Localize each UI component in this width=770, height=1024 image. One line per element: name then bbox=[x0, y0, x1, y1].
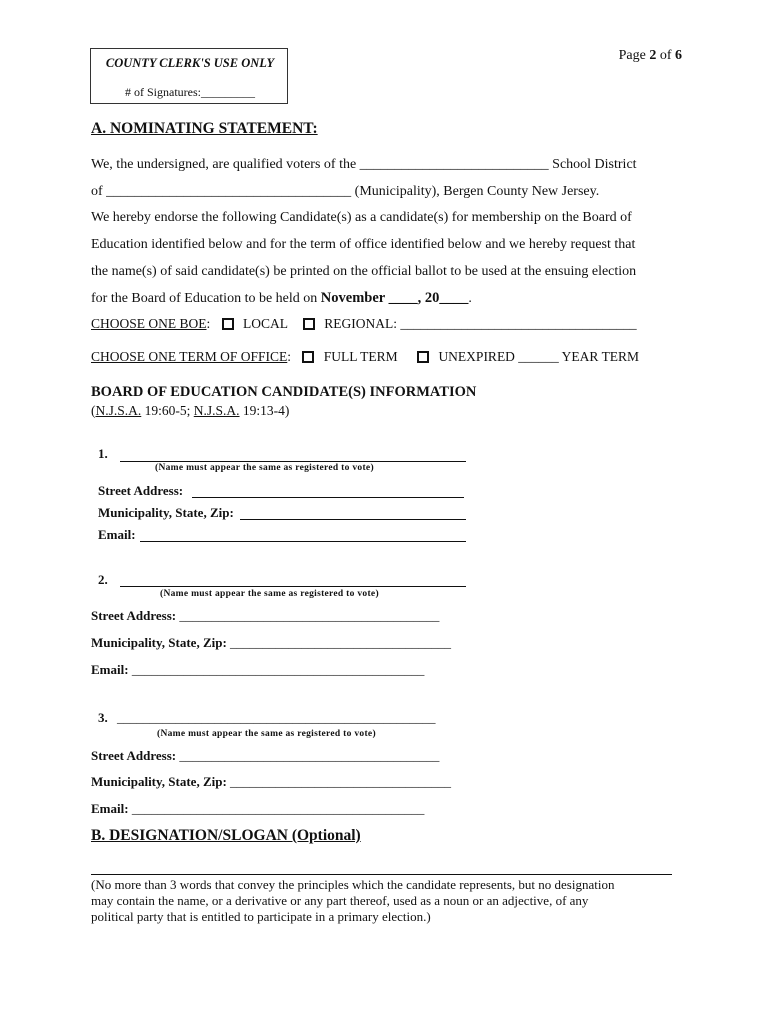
candidate-2-muni-field[interactable]: __________________________________ bbox=[230, 635, 452, 650]
cite-2: N.J.S.A. bbox=[193, 403, 240, 418]
slogan-line[interactable] bbox=[91, 874, 672, 875]
candidate-2-street-row bbox=[91, 608, 439, 624]
candidate-2-muni-label: Municipality, State, Zip: bbox=[91, 635, 227, 650]
candidate-2-street-field[interactable]: ________________________________________ bbox=[179, 608, 440, 623]
section-a-heading: A. NOMINATING STATEMENT: bbox=[91, 120, 318, 137]
slogan-note-line-3: political party that is entitled to participate in a primary election.) bbox=[91, 909, 431, 924]
candidate-3-muni-row bbox=[91, 774, 451, 790]
candidate-3-email-field[interactable]: _____________________________________________ bbox=[131, 801, 425, 816]
local-label: LOCAL bbox=[243, 316, 288, 331]
regional-field[interactable]: REGIONAL: ___________________________________ bbox=[324, 316, 637, 331]
clerk-title: COUNTY CLERK'S USE ONLY bbox=[105, 56, 275, 70]
page-total: 6 bbox=[675, 48, 682, 63]
boe-colon: : bbox=[206, 316, 211, 331]
statement-line-4: Education identified below and for the term of office identified below and we hereby request that bbox=[91, 237, 636, 252]
candidate-3-number: 3. bbox=[98, 710, 108, 725]
election-date-prefix: for the Board of Education to be held on bbox=[91, 291, 318, 306]
candidate-2-email-label: Email: bbox=[91, 662, 129, 677]
candidate-2-muni-row bbox=[91, 635, 451, 651]
cite-2-rest: 19:13-4) bbox=[239, 403, 290, 418]
boe-label: CHOOSE ONE BOE bbox=[91, 316, 207, 331]
candidate-1-muni-line[interactable] bbox=[240, 519, 466, 520]
cite-1: N.J.S.A. bbox=[95, 403, 142, 418]
regional-checkbox[interactable] bbox=[303, 318, 315, 330]
candidate-2-street-label: Street Address: bbox=[91, 608, 177, 623]
unexpired-term-field[interactable]: UNEXPIRED ______ YEAR TERM bbox=[438, 349, 640, 364]
boe-choice-row bbox=[91, 316, 637, 332]
candidate-3-name-field[interactable]: _________________________________________________ bbox=[117, 710, 436, 725]
signatures-field[interactable]: # of Signatures:_________ bbox=[125, 85, 255, 99]
page-prefix: Page bbox=[618, 48, 646, 63]
candidate-3-email-row bbox=[91, 801, 424, 817]
candidate-3-street-row bbox=[91, 748, 439, 764]
candidate-1-street-line[interactable] bbox=[192, 497, 464, 498]
term-label: CHOOSE ONE TERM OF OFFICE bbox=[91, 349, 288, 364]
slogan-note-line-1: (No more than 3 words that convey the principles which the candidate represents, but no designation bbox=[91, 877, 615, 892]
term-choice-row bbox=[91, 349, 639, 365]
candidate-1-email-label: Email: bbox=[98, 527, 136, 542]
slogan-note-line-2: may contain the name, or a derivative or any part thereof, used as a noun or an adjective, of any bbox=[91, 893, 589, 908]
candidate-2-name-line[interactable] bbox=[120, 586, 466, 587]
statement-line-1[interactable]: We, the undersigned, are qualified voters of the ___________________________ School District bbox=[91, 157, 637, 172]
statement-line-5: the name(s) of said candidate(s) be printed on the official ballot to be used at the ensuing election bbox=[91, 264, 637, 279]
candidate-3-email-label: Email: bbox=[91, 801, 129, 816]
candidate-2-name-note: (Name must appear the same as registered to vote) bbox=[160, 589, 379, 599]
candidate-3-muni-label: Municipality, State, Zip: bbox=[91, 774, 227, 789]
cite-1-rest: 19:60-5; bbox=[141, 403, 194, 418]
statement-line-2[interactable]: of ___________________________________ (Municipality), Bergen County New Jersey. bbox=[91, 184, 600, 199]
candidate-3-street-label: Street Address: bbox=[91, 748, 177, 763]
statement-line-3: We hereby endorse the following Candidate(s) as a candidate(s) for membership on the Board of bbox=[91, 210, 632, 225]
candidate-3-muni-field[interactable]: __________________________________ bbox=[230, 774, 452, 789]
candidate-3-street-field[interactable]: ________________________________________ bbox=[179, 748, 440, 763]
election-date-suffix: . bbox=[468, 291, 472, 306]
page-current: 2 bbox=[649, 48, 657, 63]
statute-citation bbox=[91, 403, 289, 419]
county-clerk-box bbox=[90, 48, 288, 104]
candidate-1-muni-label: Municipality, State, Zip: bbox=[98, 505, 234, 520]
local-checkbox[interactable] bbox=[222, 318, 234, 330]
candidate-1-name-note: (Name must appear the same as registered to vote) bbox=[155, 463, 374, 473]
slogan-note bbox=[91, 877, 691, 925]
candidate-2-email-row bbox=[91, 662, 424, 678]
candidates-heading: BOARD OF EDUCATION CANDIDATE(S) INFORMATION bbox=[91, 384, 477, 400]
candidate-1-email-line[interactable] bbox=[140, 541, 466, 542]
full-term-label: FULL TERM bbox=[323, 349, 398, 364]
candidate-2-email-field[interactable]: _____________________________________________ bbox=[131, 662, 425, 677]
candidate-3-row bbox=[98, 710, 436, 726]
unexpired-term-checkbox[interactable] bbox=[417, 351, 429, 363]
candidate-1-number: 1. bbox=[98, 446, 108, 461]
section-b-heading: B. DESIGNATION/SLOGAN (Optional) bbox=[91, 827, 361, 844]
full-term-checkbox[interactable] bbox=[302, 351, 314, 363]
page-of: of bbox=[659, 48, 672, 63]
election-date-field[interactable]: November ____, 20____ bbox=[320, 290, 469, 306]
statement-line-6 bbox=[91, 290, 691, 307]
cite-open: ( bbox=[91, 403, 96, 418]
page-number bbox=[619, 48, 682, 64]
candidate-3-name-note: (Name must appear the same as registered to vote) bbox=[157, 729, 376, 739]
candidate-1-street-label: Street Address: bbox=[98, 483, 184, 498]
candidate-1-name-line[interactable] bbox=[120, 461, 466, 462]
term-colon: : bbox=[287, 349, 292, 364]
candidate-2-number: 2. bbox=[98, 572, 108, 587]
